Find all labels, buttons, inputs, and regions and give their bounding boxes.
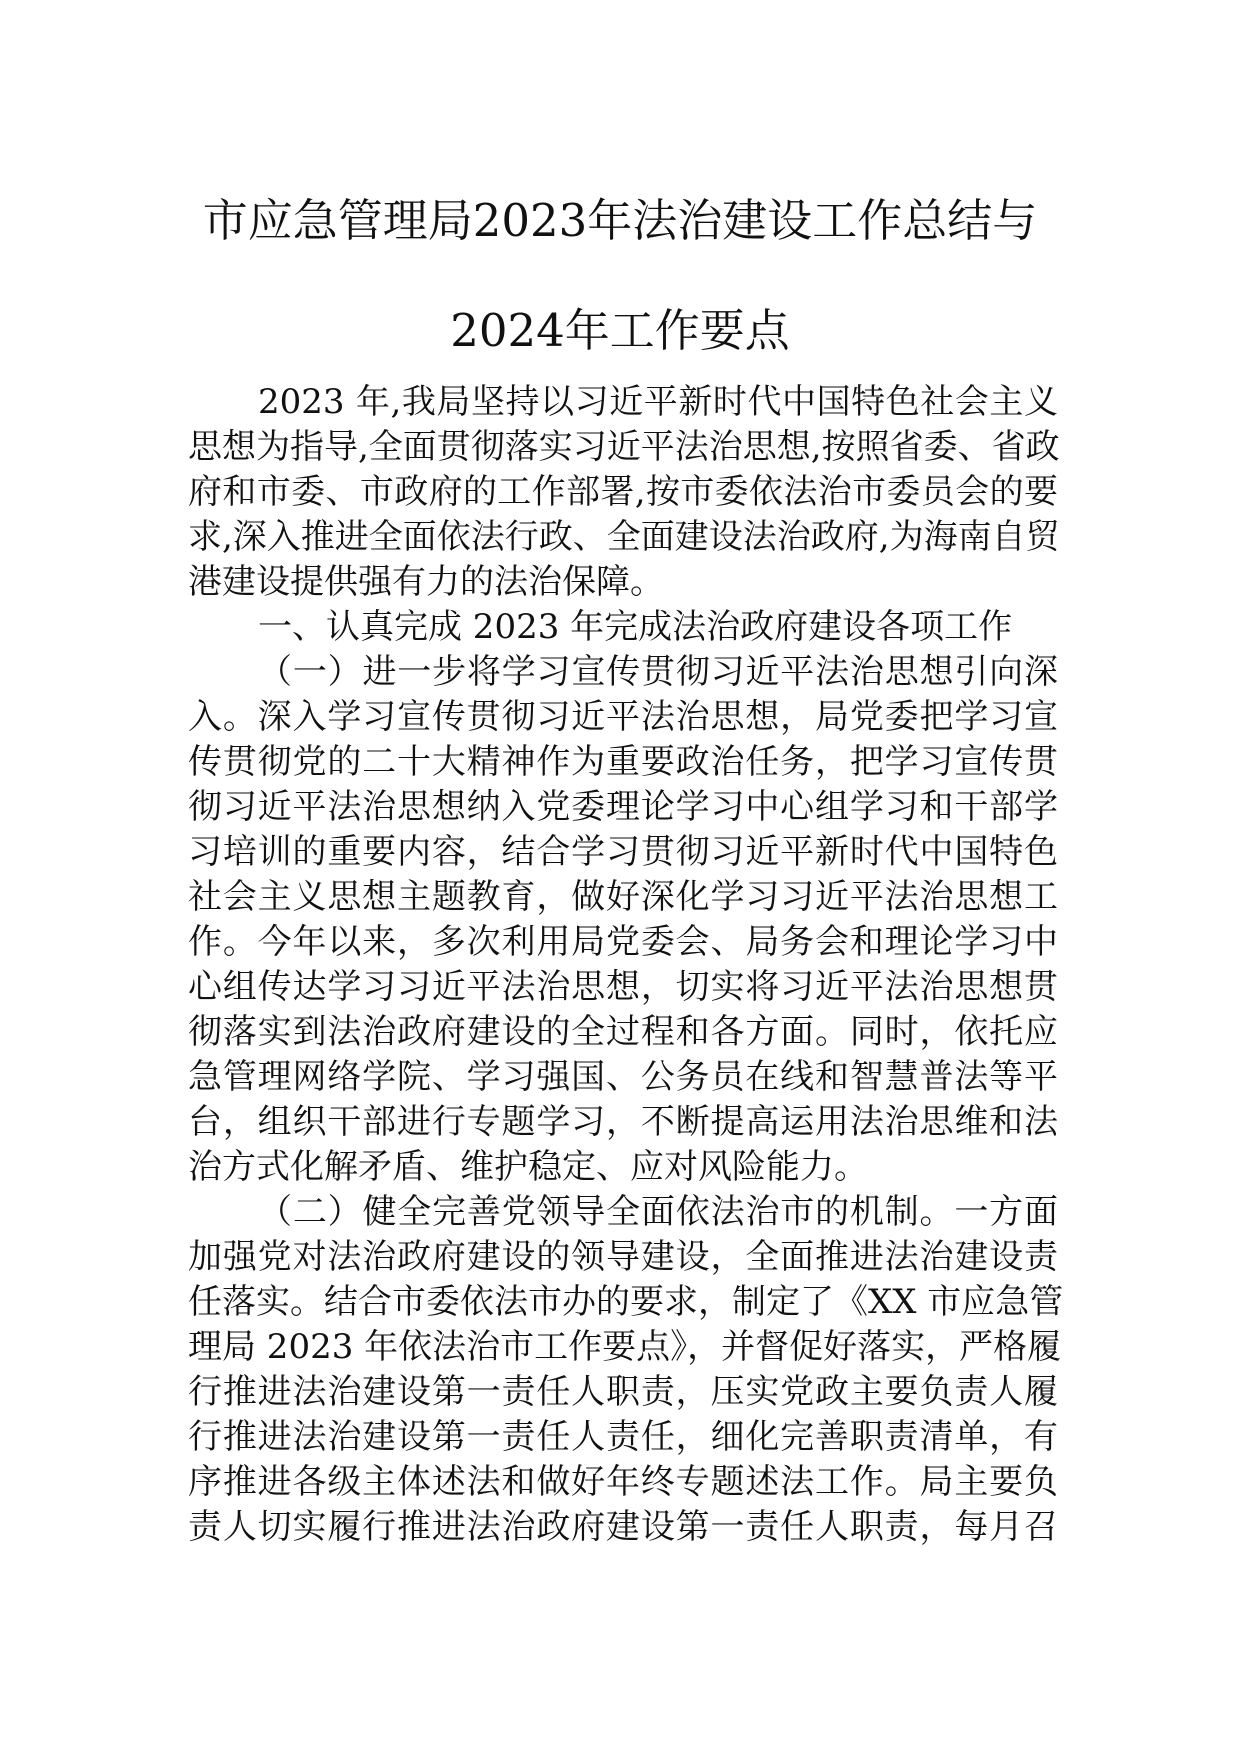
paragraph-line: 行推进法治建设第一责任人职责，压实党政主要负责人履	[188, 1372, 1058, 1412]
paragraph-line: 序推进各级主体述法和做好年终专题述法工作。局主要负	[188, 1462, 1058, 1502]
paragraph-line: 彻习近平法治思想纳入党委理论学习中心组学习和干部学	[188, 787, 1058, 827]
paragraph-line: 2023 年,我局坚持以习近平新时代中国特色社会主义	[258, 382, 1058, 422]
paragraph-line: 习培训的重要内容，结合学习贯彻习近平新时代中国特色	[188, 832, 1058, 872]
paragraph-line: （一）进一步将学习宣传贯彻习近平法治思想引向深	[258, 652, 1058, 692]
paragraph-line: 急管理网络学院、学习强国、公务员在线和智慧普法等平	[188, 1057, 1058, 1097]
paragraph-line: 加强党对法治政府建设的领导建设，全面推进法治建设责	[188, 1237, 1058, 1277]
paragraph-line: 作。今年以来，多次利用局党委会、局务会和理论学习中	[188, 922, 1058, 962]
paragraph-line: 思想为指导,全面贯彻落实习近平法治思想,按照省委、省政	[188, 427, 1060, 467]
paragraph-line: 彻落实到法治政府建设的全过程和各方面。同时，依托应	[188, 1012, 1058, 1052]
paragraph-line: 台，组织干部进行专题学习，不断提高运用法治思维和法	[188, 1102, 1058, 1142]
paragraph-line: 社会主义思想主题教育，做好深化学习习近平法治思想工	[188, 877, 1058, 917]
paragraph-line: 行推进法治建设第一责任人责任，细化完善职责清单，有	[188, 1417, 1058, 1457]
paragraph-line: 传贯彻党的二十大精神作为重要政治任务，把学习宣传贯	[188, 742, 1058, 782]
document-title-line-1: 市应急管理局2023年法治建设工作总结与	[202, 194, 1038, 247]
paragraph-line: 港建设提供强有力的法治保障。	[188, 562, 664, 602]
paragraph-line: 理局 2023 年依法治市工作要点》，并督促好落实，严格履	[188, 1327, 1062, 1367]
document-title-line-2: 2024年工作要点	[450, 304, 790, 357]
paragraph-line: 心组传达学习习近平法治思想，切实将习近平法治思想贯	[188, 967, 1058, 1007]
paragraph-line: 入。深入学习宣传贯彻习近平法治思想，局党委把学习宣	[188, 697, 1058, 737]
paragraph-line: 治方式化解矛盾、维护稳定、应对风险能力。	[188, 1147, 868, 1187]
section-heading: 一、认真完成 2023 年完成法治政府建设各项工作	[258, 607, 1013, 647]
paragraph-line: 任落实。结合市委依法市办的要求，制定了《XX 市应急管	[188, 1282, 1064, 1322]
paragraph-line: 求,深入推进全面依法行政、全面建设法治政府,为海南自贸	[188, 517, 1060, 557]
paragraph-line: （二）健全完善党领导全面依法治市的机制。一方面	[258, 1192, 1058, 1232]
paragraph-line: 府和市委、市政府的工作部署,按市委依法治市委员会的要	[188, 472, 1058, 512]
paragraph-line: 责人切实履行推进法治政府建设第一责任人职责，每月召	[188, 1507, 1058, 1547]
